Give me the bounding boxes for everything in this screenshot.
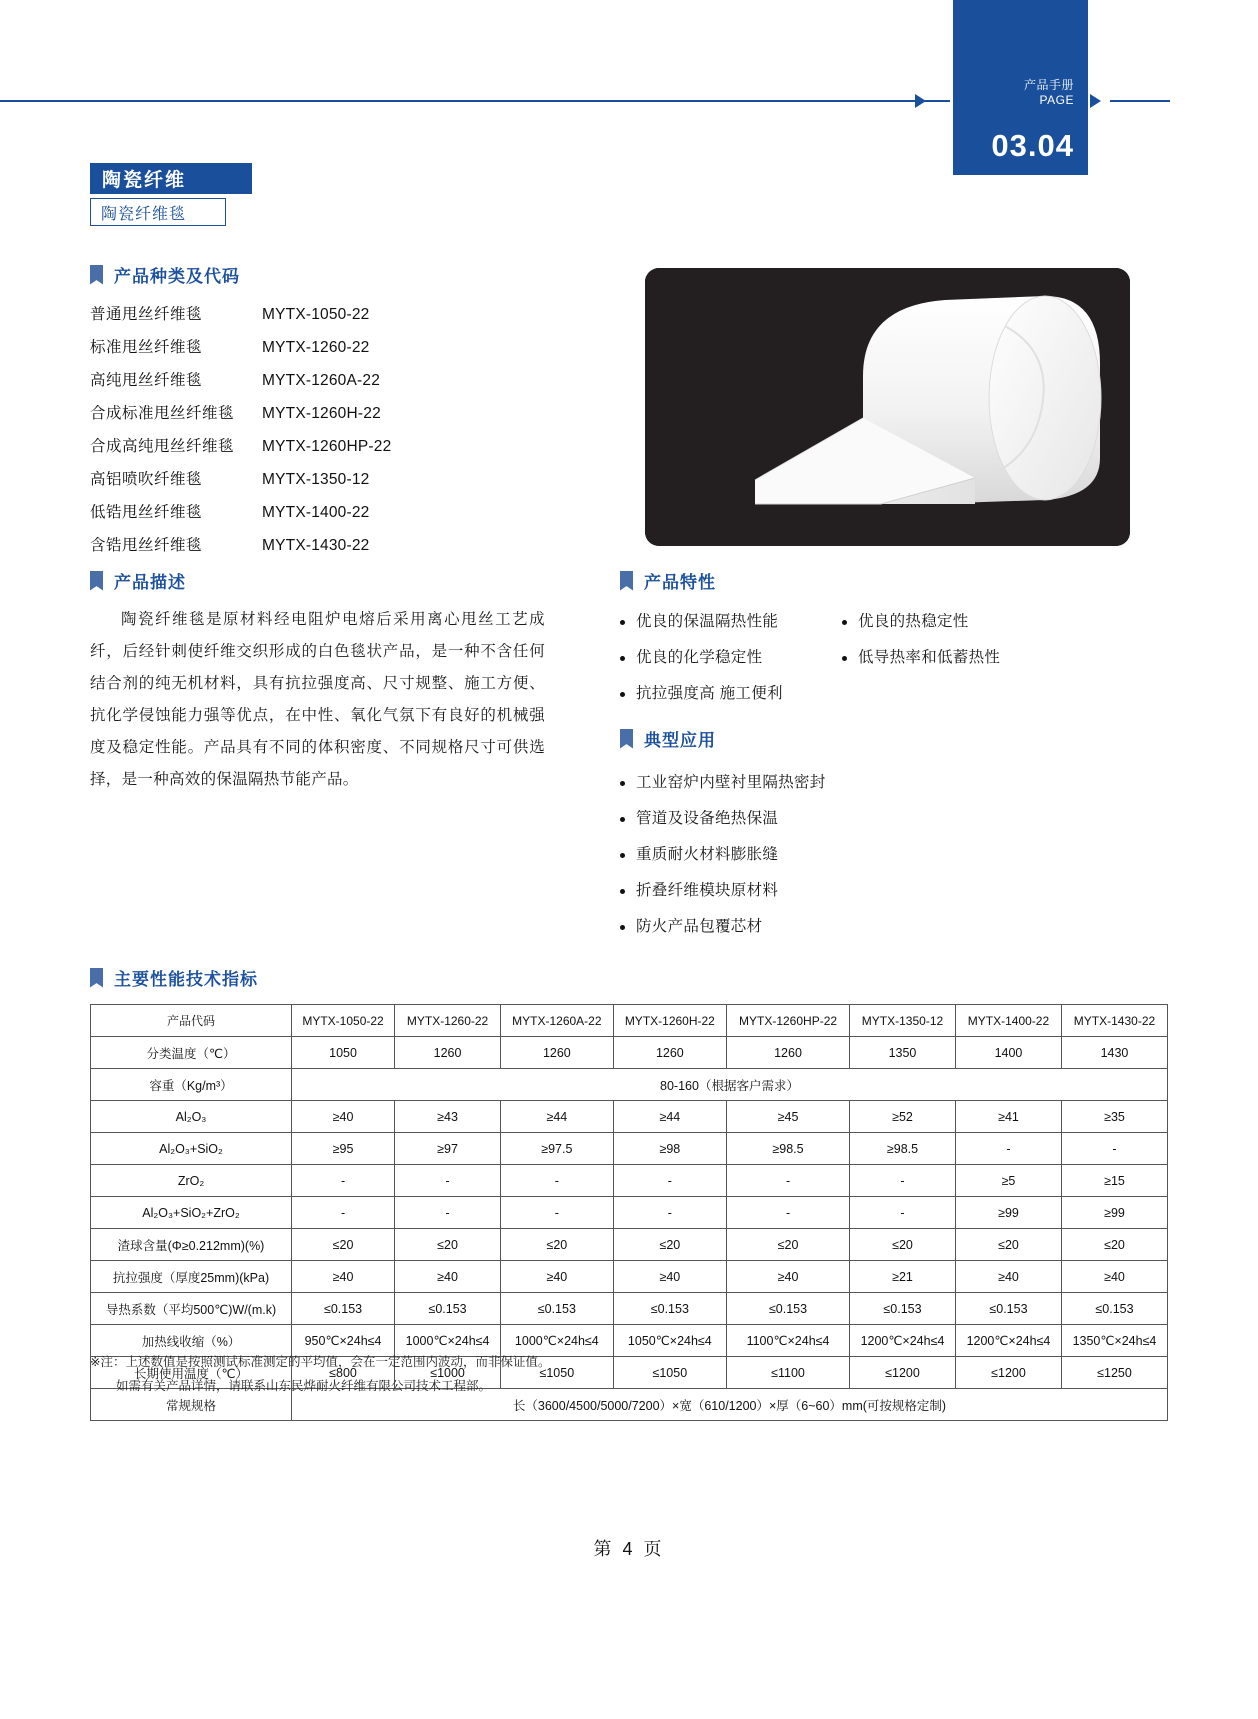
row-label: ZrO₂	[91, 1165, 292, 1197]
table-cell: ≥95	[292, 1133, 395, 1165]
table-row	[91, 1293, 1168, 1325]
table-cell: MYTX-1350-12	[850, 1005, 956, 1037]
row-label: 加热线收缩（%）	[91, 1325, 292, 1357]
table-cell: MYTX-1260H-22	[613, 1005, 726, 1037]
table-cell: 1260	[727, 1037, 850, 1069]
table-cell: ≥21	[850, 1261, 956, 1293]
table-cell: ≥40	[727, 1261, 850, 1293]
bookmark-icon	[90, 265, 103, 285]
row-label: 导热系数（平均500℃)W/(m.k)	[91, 1293, 292, 1325]
table-cell: 1050℃×24h≤4	[613, 1325, 726, 1357]
table-cell: ≤20	[850, 1229, 956, 1261]
table-cell: 1000℃×24h≤4	[501, 1325, 614, 1357]
table-cell: ≤20	[292, 1229, 395, 1261]
table-cell: ≥97	[395, 1133, 501, 1165]
table-cell: ≤1200	[955, 1357, 1061, 1389]
list-item: 合成高纯甩丝纤维毯 MYTX-1260HP-22	[90, 438, 392, 455]
table-cell-merged: 长（3600/4500/5000/7200）×宽（610/1200）×厚（6~60）mm(可按规格定制)	[292, 1389, 1168, 1421]
table-row	[91, 1037, 1168, 1069]
arrow-left-icon	[915, 94, 926, 108]
table-cell: ≤1050	[501, 1357, 614, 1389]
table-cell: ≥15	[1061, 1165, 1167, 1197]
table-cell: 950℃×24h≤4	[292, 1325, 395, 1357]
table-cell: ≥98.5	[850, 1133, 956, 1165]
table-cell: 1350℃×24h≤4	[1061, 1325, 1167, 1357]
list-item: 标准甩丝纤维毯 MYTX-1260-22	[90, 339, 370, 356]
list-item: 抗拉强度高 施工便利	[620, 676, 842, 712]
table-cell: -	[501, 1165, 614, 1197]
row-label: Al₂O₃+SiO₂+ZrO₂	[91, 1197, 292, 1229]
row-label: 抗拉强度（厚度25mm)(kPa)	[91, 1261, 292, 1293]
list-item: 普通甩丝纤维毯 MYTX-1050-22	[90, 306, 370, 323]
arrow-right-icon	[1090, 94, 1101, 108]
table-cell: 1000℃×24h≤4	[395, 1325, 501, 1357]
table-cell: 1350	[850, 1037, 956, 1069]
list-item: 防火产品包覆芯材	[620, 909, 1040, 945]
table-cell: ≤20	[1061, 1229, 1167, 1261]
list-item: 高铝喷吹纤维毯 MYTX-1350-12	[90, 471, 370, 488]
table-cell: ≥40	[395, 1261, 501, 1293]
table-cell: -	[955, 1133, 1061, 1165]
table-cell: ≥40	[292, 1101, 395, 1133]
table-cell: MYTX-1260-22	[395, 1005, 501, 1037]
table-cell: ≤20	[395, 1229, 501, 1261]
row-label: Al₂O₃+SiO₂	[91, 1133, 292, 1165]
table-cell: -	[850, 1165, 956, 1197]
bookmark-icon	[620, 571, 633, 591]
table-cell: ≥99	[1061, 1197, 1167, 1229]
table-cell: -	[727, 1197, 850, 1229]
table-note	[90, 1350, 990, 1398]
list-item: 合成标准甩丝纤维毯 MYTX-1260H-22	[90, 405, 381, 422]
table-cell: ≤1250	[1061, 1357, 1167, 1389]
applications-list	[620, 765, 1040, 945]
table-cell: ≤800	[292, 1357, 395, 1389]
table-cell: ≥44	[613, 1101, 726, 1133]
table-cell: ≥97.5	[501, 1133, 614, 1165]
list-item: 优良的化学稳定性	[620, 640, 842, 676]
table-row	[91, 1197, 1168, 1229]
product-code-list	[90, 298, 550, 562]
table-cell: ≥98.5	[727, 1133, 850, 1165]
table-row	[91, 1229, 1168, 1261]
bookmark-icon	[90, 968, 103, 988]
list-item: 优良的保温隔热性能	[620, 604, 842, 640]
manual-label: 产品手册 PAGE	[1023, 78, 1074, 107]
page-number-tab	[953, 0, 1088, 175]
table-cell: ≤0.153	[613, 1293, 726, 1325]
table-cell-merged: 80-160（根据客户需求）	[292, 1069, 1168, 1101]
section-header-codes: 产品种类及代码	[90, 262, 240, 287]
row-label: 容重（Kg/m³）	[91, 1069, 292, 1101]
table-cell: ≥5	[955, 1165, 1061, 1197]
list-item: 管道及设备绝热保温	[620, 801, 1040, 837]
table-cell: ≥40	[501, 1261, 614, 1293]
table-cell: -	[613, 1165, 726, 1197]
bookmark-icon	[620, 729, 633, 749]
section-header-applications: 典型应用	[620, 726, 716, 751]
table-row	[91, 1101, 1168, 1133]
table-cell: MYTX-1260HP-22	[727, 1005, 850, 1037]
table-cell: -	[395, 1165, 501, 1197]
table-cell: MYTX-1260A-22	[501, 1005, 614, 1037]
table-cell: ≥40	[955, 1261, 1061, 1293]
list-item: 含锆甩丝纤维毯 MYTX-1430-22	[90, 537, 370, 554]
row-label: 分类温度（℃）	[91, 1037, 292, 1069]
table-cell: ≥40	[1061, 1261, 1167, 1293]
bookmark-icon	[90, 571, 103, 591]
product-photo	[645, 268, 1130, 546]
row-label: 产品代码	[91, 1005, 292, 1037]
table-cell: 1100℃×24h≤4	[727, 1325, 850, 1357]
table-cell: ≤0.153	[727, 1293, 850, 1325]
table-cell: ≤0.153	[850, 1293, 956, 1325]
table-cell: -	[292, 1165, 395, 1197]
table-cell: -	[850, 1197, 956, 1229]
table-cell: ≤1100	[727, 1357, 850, 1389]
table-cell: ≥41	[955, 1101, 1061, 1133]
table-cell: ≤1000	[395, 1357, 501, 1389]
table-cell: ≤0.153	[292, 1293, 395, 1325]
table-cell: ≥43	[395, 1101, 501, 1133]
list-item: 高纯甩丝纤维毯 MYTX-1260A-22	[90, 372, 381, 389]
table-cell: ≥40	[613, 1261, 726, 1293]
table-cell: ≤20	[955, 1229, 1061, 1261]
table-cell: 1260	[501, 1037, 614, 1069]
list-item: 折叠纤维模块原材料	[620, 873, 1040, 909]
table-cell: ≤20	[727, 1229, 850, 1261]
table-row	[91, 1005, 1168, 1037]
row-label: Al₂O₃	[91, 1101, 292, 1133]
table-cell: MYTX-1400-22	[955, 1005, 1061, 1037]
table-cell: ≤0.153	[501, 1293, 614, 1325]
page-title: 陶瓷纤维	[90, 163, 252, 194]
list-item: 优良的热稳定性	[842, 604, 1000, 640]
table-cell: -	[1061, 1133, 1167, 1165]
section-header-specs: 主要性能技术指标	[90, 965, 258, 990]
table-cell: ≤20	[501, 1229, 614, 1261]
table-row	[91, 1069, 1168, 1101]
page-footer: 第 4 页	[593, 1539, 665, 1559]
table-cell: -	[727, 1165, 850, 1197]
table-cell: -	[613, 1197, 726, 1229]
list-item: 工业窑炉内壁衬里隔热密封	[620, 765, 1040, 801]
table-cell: ≥99	[955, 1197, 1061, 1229]
table-row	[91, 1165, 1168, 1197]
table-cell: 1400	[955, 1037, 1061, 1069]
table-cell: 1260	[395, 1037, 501, 1069]
table-cell: ≥35	[1061, 1101, 1167, 1133]
table-cell: ≥45	[727, 1101, 850, 1133]
row-label: 长期使用温度（℃）	[91, 1357, 292, 1389]
table-cell: 1430	[1061, 1037, 1167, 1069]
table-cell: ≥40	[292, 1261, 395, 1293]
section-header-features: 产品特性	[620, 568, 716, 593]
table-cell: ≥98	[613, 1133, 726, 1165]
table-cell: -	[292, 1197, 395, 1229]
list-item: 重质耐火材料膨胀缝	[620, 837, 1040, 873]
table-cell: ≤0.153	[395, 1293, 501, 1325]
table-cell: ≤1050	[613, 1357, 726, 1389]
page-subtitle: 陶瓷纤维毯	[90, 198, 226, 226]
table-cell: ≤20	[613, 1229, 726, 1261]
table-cell: ≤1200	[850, 1357, 956, 1389]
section-header-description: 产品描述	[90, 568, 186, 593]
table-cell: 1260	[613, 1037, 726, 1069]
page-number: 03.04	[991, 128, 1074, 163]
features-list	[620, 604, 1080, 712]
note-line-1: ※注：上述数值是按照测试标准测定的平均值，会在一定范围内波动，而非保证值。	[90, 1355, 551, 1369]
table-cell: MYTX-1050-22	[292, 1005, 395, 1037]
note-line-2: 如需有关产品详情，请联系山东民烨耐火纤维有限公司技术工程部。	[116, 1379, 492, 1393]
ceramic-fiber-blanket-illustration	[645, 268, 1130, 546]
table-row	[91, 1261, 1168, 1293]
table-row	[91, 1133, 1168, 1165]
header-divider-left	[0, 100, 950, 102]
table-cell: 1200℃×24h≤4	[955, 1325, 1061, 1357]
table-cell: ≥52	[850, 1101, 956, 1133]
table-cell: 1200℃×24h≤4	[850, 1325, 956, 1357]
description-text: 陶瓷纤维毯是原材料经电阻炉电熔后采用离心甩丝工艺成纤，后经针刺使纤维交织形成的白色毯状产品，是一种不含任何结合剂的纯无机材料，具有抗拉强度高、尺寸规整、施工方便、抗化学侵蚀能力强等优点，在中性、氧化气氛下有良好的机械强度及稳定性能。产品具有不同的体积密度、不同规格尺寸可供选择，是一种高效的保温隔热节能产品。	[90, 611, 545, 788]
list-item: 低锆甩丝纤维毯 MYTX-1400-22	[90, 504, 370, 521]
table-cell: -	[395, 1197, 501, 1229]
table-cell: -	[501, 1197, 614, 1229]
row-label: 渣球含量(Φ≥0.212mm)(%)	[91, 1229, 292, 1261]
header-divider-right	[1110, 100, 1170, 102]
table-cell: ≤0.153	[1061, 1293, 1167, 1325]
table-cell: ≤0.153	[955, 1293, 1061, 1325]
table-cell: MYTX-1430-22	[1061, 1005, 1167, 1037]
table-cell: 1050	[292, 1037, 395, 1069]
table-cell: ≥44	[501, 1101, 614, 1133]
row-label: 常规规格	[91, 1389, 292, 1421]
list-item: 低导热率和低蓄热性	[842, 640, 1000, 676]
